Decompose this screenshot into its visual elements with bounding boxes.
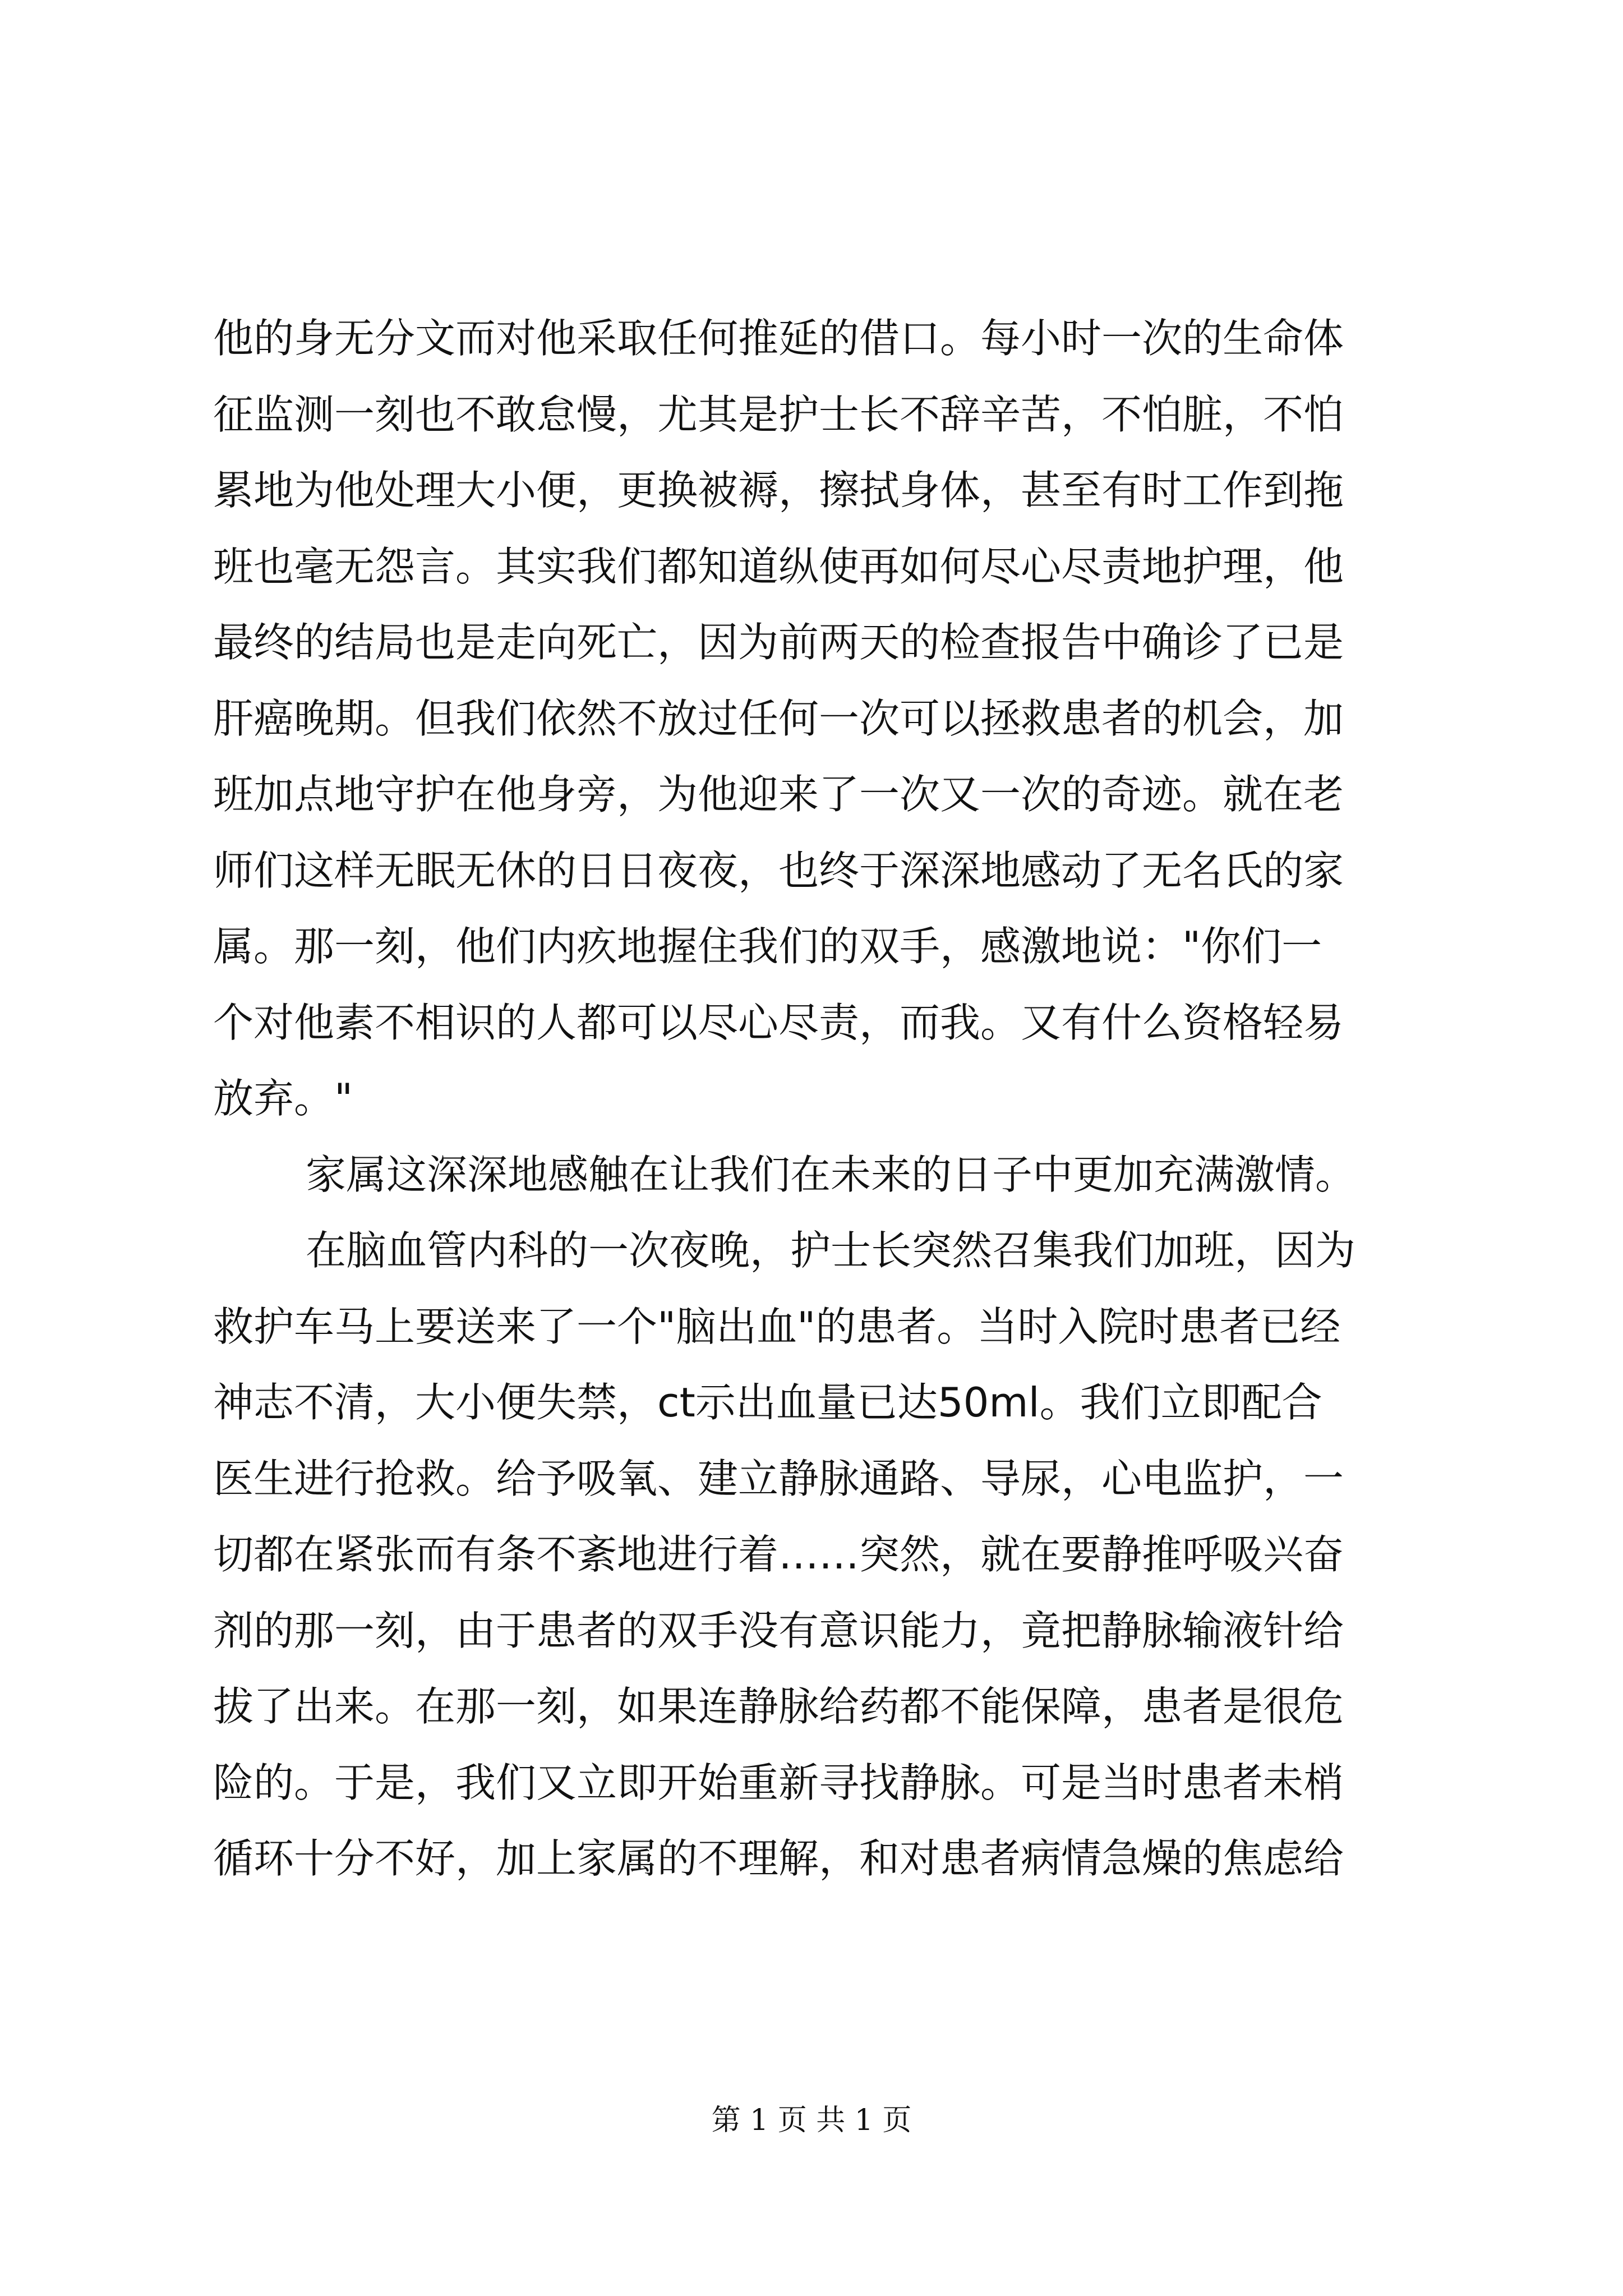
text-line: 属。那一刻，他们内疚地握住我们的双手，感激地说："你们一 bbox=[213, 923, 1322, 970]
text-line: 师们这样无眠无休的日日夜夜，也终于深深地感动了无名氏的家 bbox=[213, 846, 1344, 894]
text-line: 险的。于是，我们又立即开始重新寻找静脉。可是当时患者未梢 bbox=[213, 1759, 1344, 1806]
text-line: 医生进行抢救。给予吸氧、建立静脉通路、导尿，心电监护，一 bbox=[213, 1455, 1344, 1502]
text-line: 征监测一刻也不敢怠慢，尤其是护士长不辞辛苦，不怕脏，不怕 bbox=[213, 390, 1344, 438]
text-line: 班加点地守护在他身旁，为他迎来了一次又一次的奇迹。就在老 bbox=[213, 771, 1344, 818]
text-line: 个对他素不相识的人都可以尽心尽责，而我。又有什么资格轻易 bbox=[213, 999, 1344, 1046]
text-line: 他的身无分文而对他采取任何推延的借口。每小时一次的生命体 bbox=[213, 315, 1344, 362]
text-line: 肝癌晚期。但我们依然不放过任何一次可以拯救患者的机会，加 bbox=[213, 694, 1344, 742]
text-line: 最终的结局也是走向死亡，因为前两天的检查报告中确诊了已是 bbox=[213, 619, 1344, 666]
text-line: 剂的那一刻，由于患者的双手没有意识能力，竟把静脉输液针给 bbox=[213, 1607, 1344, 1654]
text-line: 神志不清，大小便失禁，ct示出血量已达50ml。我们立即配合 bbox=[213, 1379, 1322, 1426]
page-footer: 第 1 页 共 1 页 bbox=[711, 2104, 912, 2137]
text-line: 放弃。" bbox=[213, 1075, 353, 1122]
body-text bbox=[213, 301, 1419, 1897]
paragraph-first-line: 在脑血管内科的一次夜晚，护士长突然召集我们加班，因为 bbox=[306, 1227, 1356, 1274]
text-line: 救护车马上要送来了一个"脑出血"的患者。当时入院时患者已经 bbox=[213, 1303, 1341, 1350]
text-line: 循环十分不好，加上家属的不理解，和对患者病情急燥的焦虑给 bbox=[213, 1835, 1344, 1882]
text-line: 拔了出来。在那一刻，如果连静脉给药都不能保障，患者是很危 bbox=[213, 1683, 1344, 1730]
text-line: 班也毫无怨言。其实我们都知道纵使再如何尽心尽责地护理，他 bbox=[213, 542, 1344, 590]
text-line: 切都在紧张而有条不紊地进行着……突然，就在要静推呼吸兴奋 bbox=[213, 1531, 1344, 1578]
text-line: 累地为他处理大小便，更换被褥，擦拭身体，甚至有时工作到拖 bbox=[213, 467, 1344, 514]
paragraph-first-line: 家属这深深地感触在让我们在未来的日子中更加充满激情。 bbox=[306, 1151, 1356, 1198]
